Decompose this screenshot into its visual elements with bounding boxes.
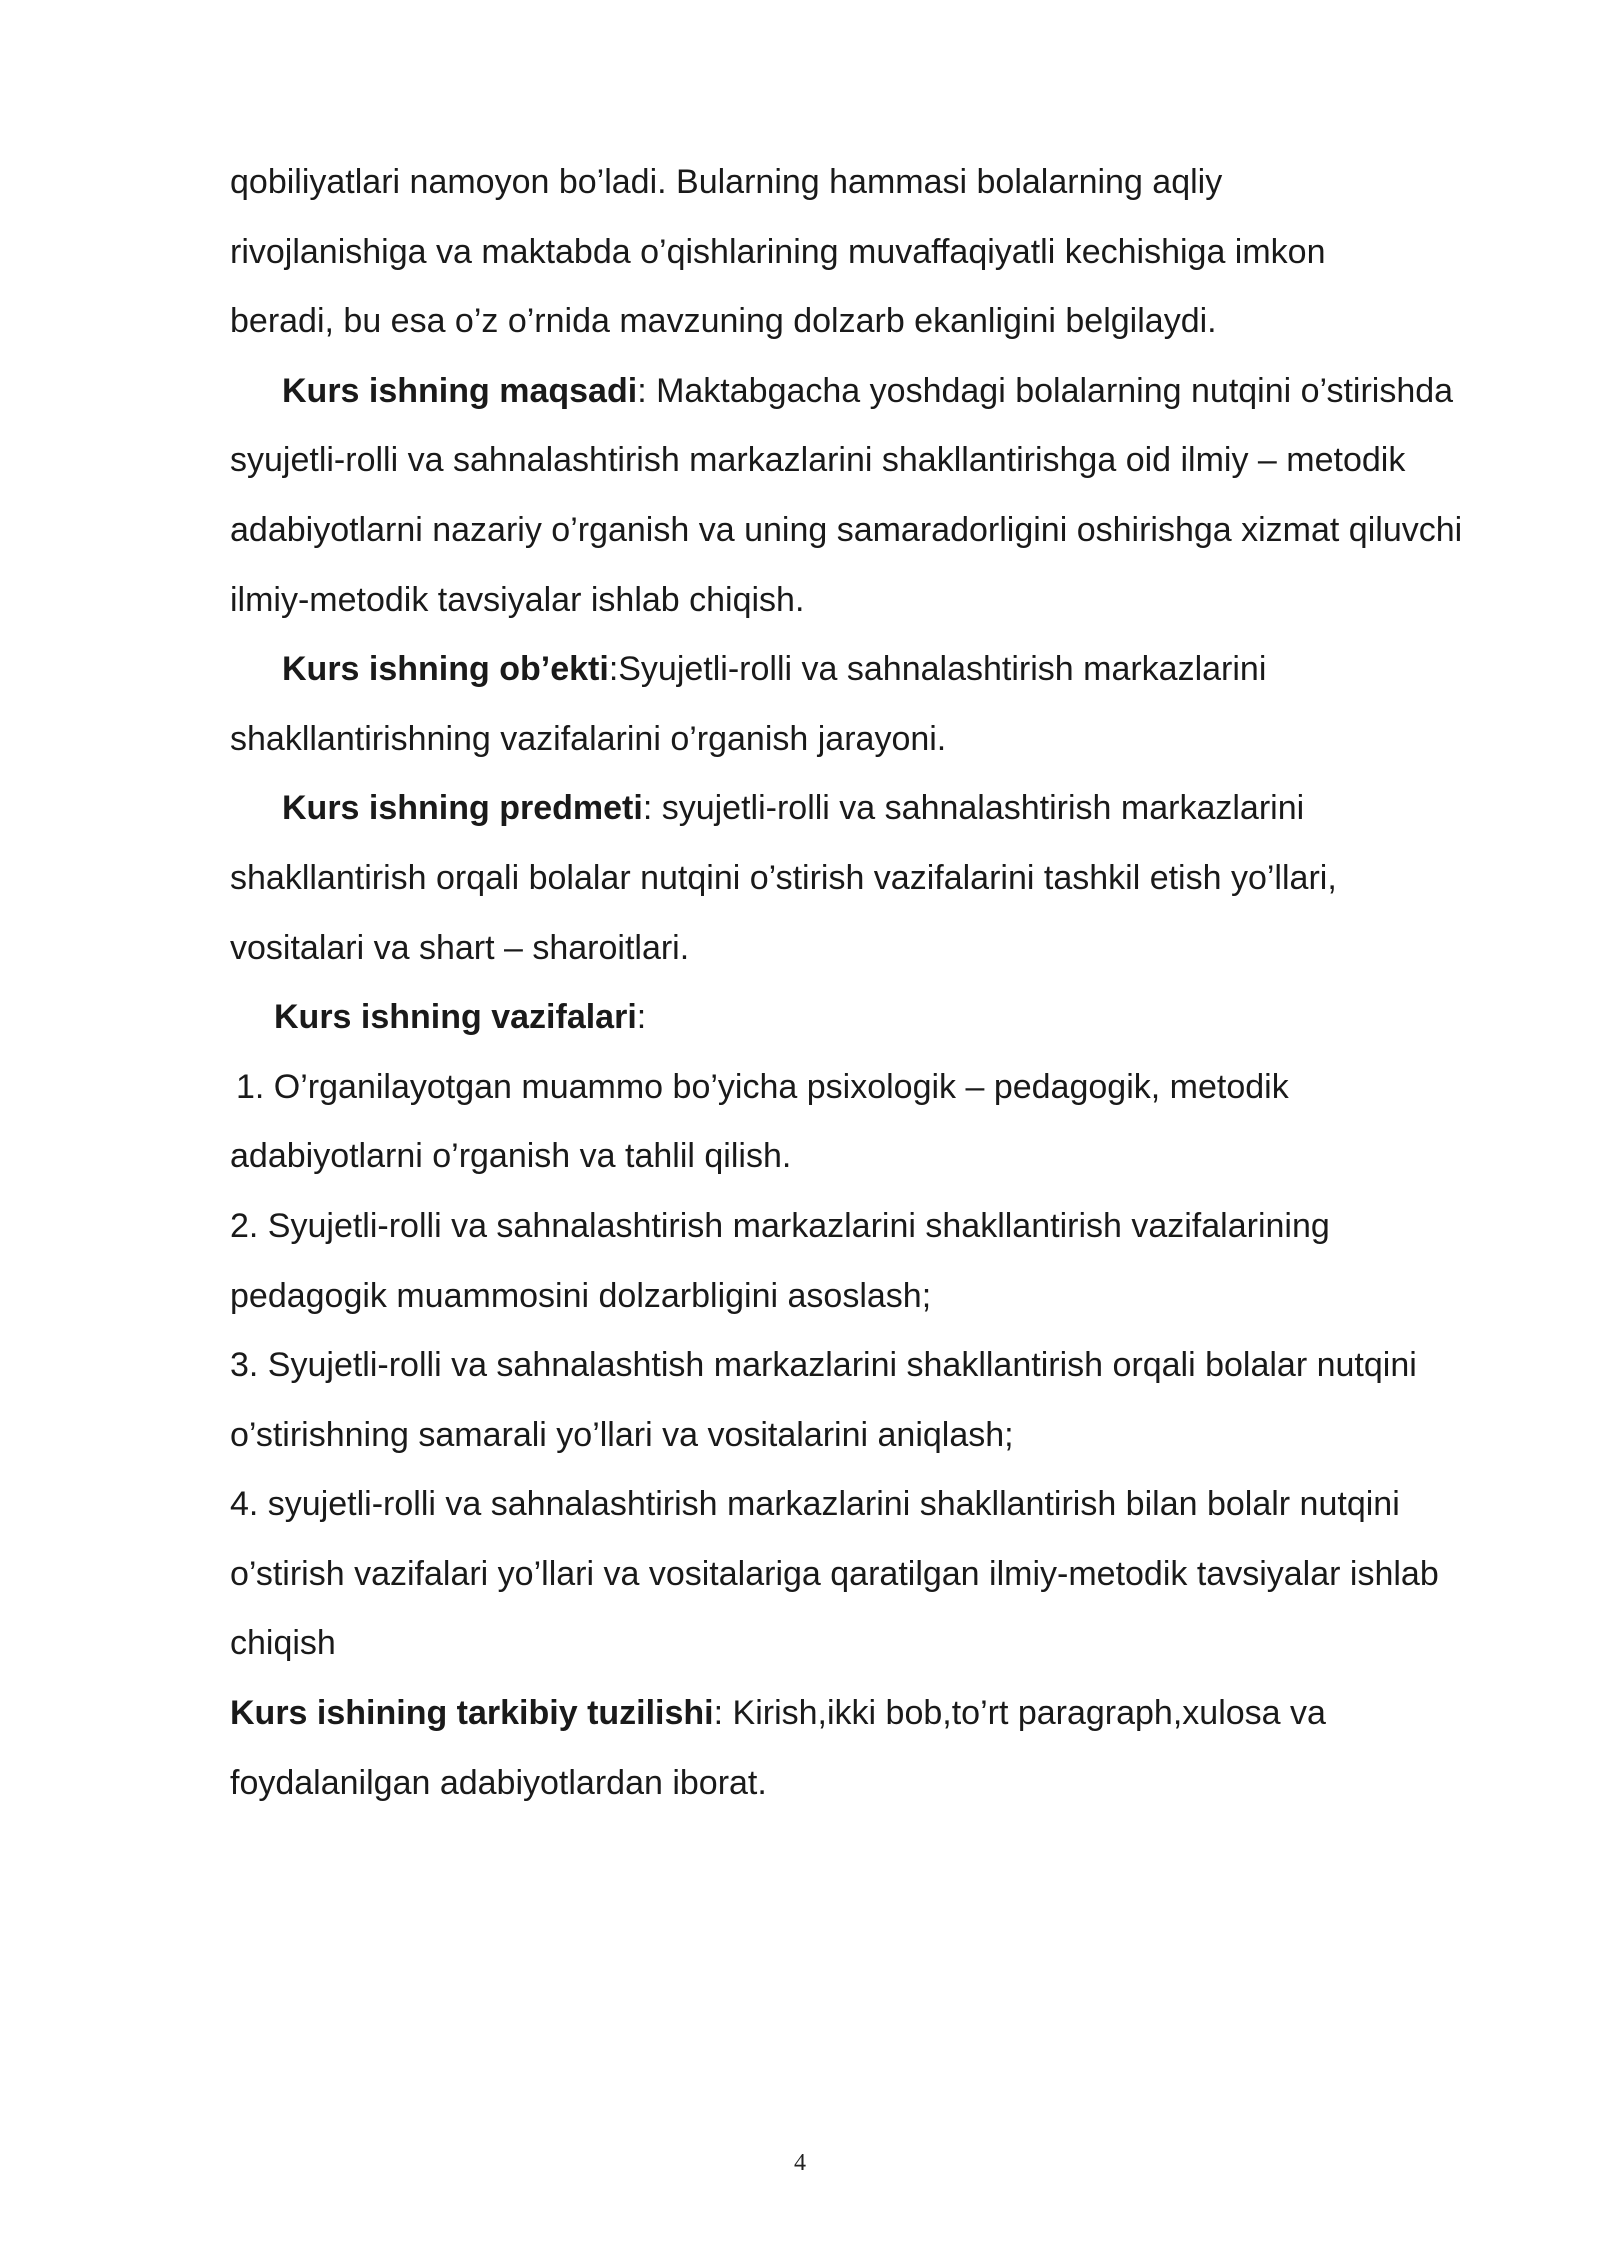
predmet-text: : syujetli-rolli va sahnalashtirish markazlarini xyxy=(642,789,1305,828)
text-line: shakllantirish orqali bolalar nutqini o’stirish vazifalarini tashkil etish yo’llari, xyxy=(230,858,1337,897)
text-line: beradi, bu esa o’z o’rnida mavzuning dolzarb ekanligini belgilaydi. xyxy=(230,302,1217,341)
text-line: ilmiy-metodik tavsiyalar ishlab chiqish. xyxy=(230,580,805,619)
text-line: adabiyotlarni nazariy o’rganish va uning samaradorligini oshirishga xizmat qiluvchi xyxy=(230,510,1463,549)
list-item-1-line: adabiyotlarni o’rganish va tahlil qilish. xyxy=(230,1137,792,1176)
maqsad-heading-line xyxy=(230,357,1500,427)
page-number: 4 xyxy=(794,2150,806,2176)
predmet-label: Kurs ishning predmeti xyxy=(282,789,643,828)
maqsad-text: : Maktabgacha yoshdagi bolalarning nutqini o’stirishda xyxy=(637,371,1454,410)
document-page xyxy=(230,148,1500,1818)
list-item-2-line: pedagogik muammosini dolzarbligini asoslash; xyxy=(230,1276,932,1315)
vazifalar-heading-line xyxy=(230,983,1500,1053)
tarkib-label: Kurs ishining tarkibiy tuzilishi xyxy=(230,1694,714,1733)
text-line: vositalari va shart – sharoitlari. xyxy=(230,928,690,967)
text-line: foydalanilgan adabiyotlardan iborat. xyxy=(230,1763,767,1802)
list-item-4-line: o’stirish vazifalari yo’llari va vositalariga qaratilgan ilmiy-metodik tavsiyalar ishlab xyxy=(230,1554,1439,1593)
obyekt-label: Kurs ishning ob’ekti xyxy=(282,650,609,689)
text-line: qobiliyatlari namoyon bo’ladi. Bularning hammasi bolalarning aqliy xyxy=(230,163,1223,201)
predmet-heading-line xyxy=(230,774,1500,844)
list-item-3-line: o’stirishning samarali yo’llari va vositalarini aniqlash; xyxy=(230,1415,1014,1454)
list-item-1-line: 1. O’rganilayotgan muammo bo’yicha psixologik – pedagogik, metodik xyxy=(236,1067,1289,1106)
list-item-2-line: 2. Syujetli-rolli va sahnalashtirish markazlarini shakllantirish vazifalarining xyxy=(230,1206,1330,1245)
text-line: shakllantirishning vazifalarini o’rganish jarayoni. xyxy=(230,719,947,758)
list-item-3-line: 3. Syujetli-rolli va sahnalashtish markazlarini shakllantirish orqali bolalar nutqini xyxy=(230,1346,1417,1385)
obyekt-heading-line xyxy=(230,635,1500,705)
vazifalar-label: Kurs ishning vazifalari xyxy=(274,998,637,1037)
vazifalar-suffix: : xyxy=(636,998,647,1037)
list-item-4-line: chiqish xyxy=(230,1624,336,1663)
tarkib-text: : Kirish,ikki bob,to’rt paragraph,xulosa va xyxy=(713,1694,1326,1733)
text-line: rivojlanishiga va maktabda o’qishlarining muvaffaqiyatli kechishiga imkon xyxy=(230,232,1326,271)
maqsad-label: Kurs ishning maqsadi xyxy=(282,371,638,410)
tarkib-heading-line xyxy=(230,1679,1500,1749)
obyekt-text: :Syujetli-rolli va sahnalashtirish markazlarini xyxy=(608,650,1267,689)
text-line: syujetli-rolli va sahnalashtirish markazlarini shakllantirishga oid ilmiy – metodik xyxy=(230,441,1406,480)
list-item-4-line: 4. syujetli-rolli va sahnalashtirish markazlarini shakllantirish bilan bolalr nutqini xyxy=(230,1485,1400,1524)
